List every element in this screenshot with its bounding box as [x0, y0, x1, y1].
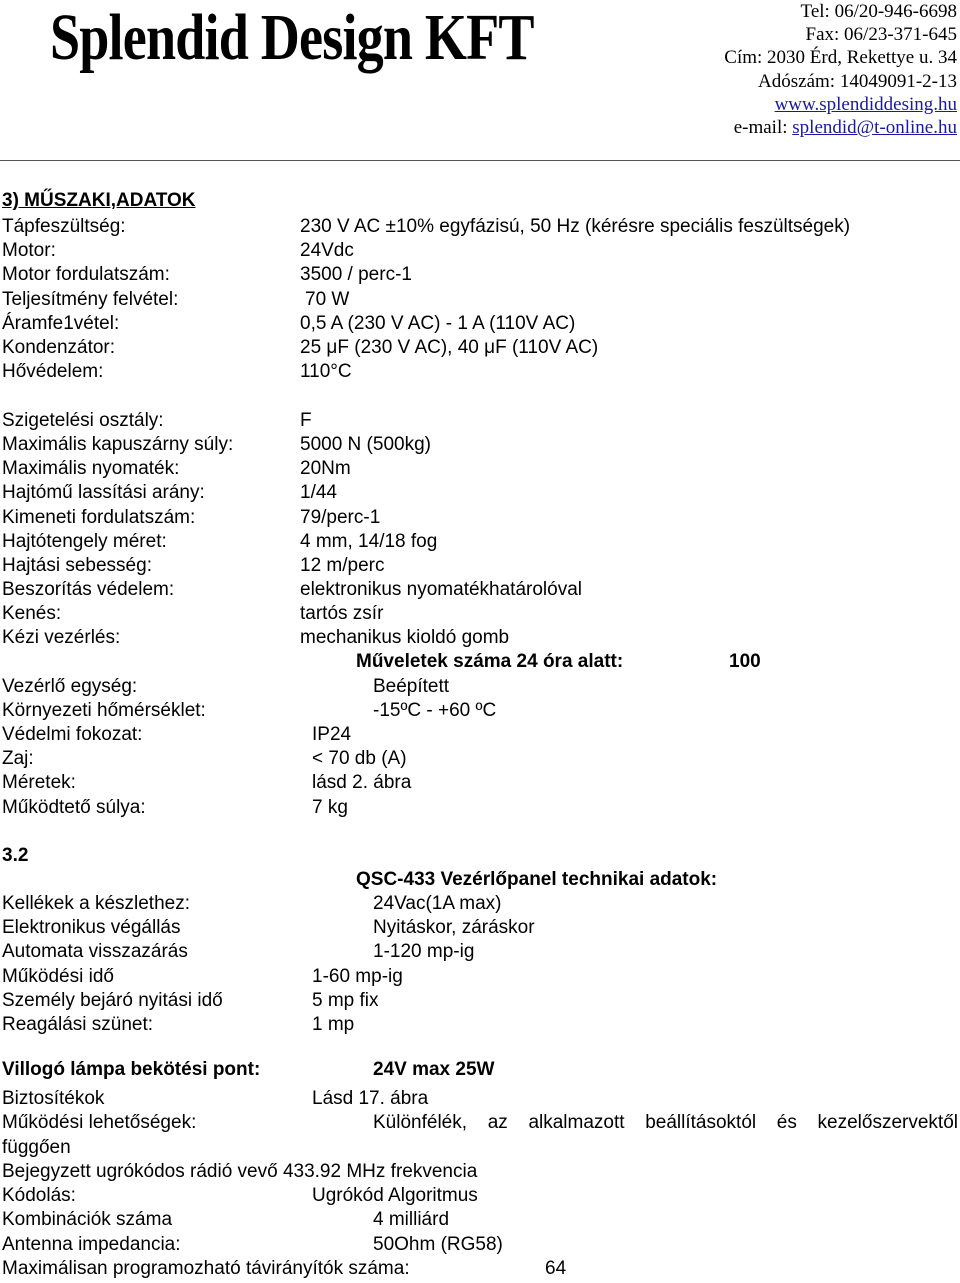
- remotes-label: Maximálisan programozható távirányítók száma:: [2, 1258, 410, 1279]
- header-divider: [0, 160, 960, 161]
- spec-label: Működési idő: [2, 966, 114, 987]
- spec-value: 230 V AC ±10% egyfázisú, 50 Hz (kérésre speciális feszültségek): [300, 216, 851, 237]
- spec-label: Automata visszazárás: [2, 941, 188, 962]
- spec-label: Hajtómű lassítási arány:: [2, 482, 205, 503]
- spec-value: Beépített: [373, 676, 450, 697]
- spec-label: Motor:: [2, 240, 56, 261]
- spec-value: 4 mm, 14/18 fog: [300, 531, 438, 552]
- address: Cím: 2030 Érd, Rekettye u. 34: [724, 47, 957, 69]
- spec-value: 70 W: [305, 289, 350, 310]
- spec-label: Szigetelési osztály:: [2, 410, 164, 431]
- tax-number: Adószám: 14049091-2-13: [758, 70, 957, 92]
- email-link[interactable]: splendid@t-online.hu: [792, 117, 957, 139]
- spec-label: Motor fordulatszám:: [2, 264, 170, 285]
- spec-value: Nyitáskor, záráskor: [373, 917, 535, 938]
- spec-value: lásd 2. ábra: [312, 772, 412, 793]
- email-label: e-mail:: [733, 117, 793, 139]
- spec-label: Teljesítmény felvétel:: [2, 289, 179, 310]
- spec-label: Hajtási sebesség:: [2, 555, 152, 576]
- spec-value: elektronikus nyomatékhatárolóval: [300, 579, 582, 600]
- phone: Tel: 06/20-946-6698: [800, 1, 957, 22]
- lamp-label: Villogó lámpa bekötési pont:: [2, 1059, 261, 1080]
- options-value: Különfélék, az alkalmazott beállításoktól és kezelőszervektől: [373, 1112, 958, 1133]
- coding-label: Kódolás:: [2, 1185, 76, 1206]
- contact-block: [724, 0, 957, 139]
- spec-label: Hővédelem:: [2, 361, 104, 382]
- spec-value: 24Vdc: [300, 240, 354, 261]
- radio-receiver: Bejegyzett ugrókódos rádió vevő 433.92 MHz frekvencia: [2, 1161, 478, 1182]
- spec-label: Maximális nyomaték:: [2, 458, 180, 479]
- spec-label: Vezérlő egység:: [2, 676, 138, 697]
- spec-value: IP24: [312, 724, 352, 745]
- website-link[interactable]: www.splendiddesing.hu: [774, 93, 957, 115]
- section-title: 3) MŰSZAKI,ADATOK: [2, 190, 196, 211]
- spec-label: Személy bejáró nyitási idő: [2, 990, 223, 1011]
- options-label: Működési lehetőségek:: [2, 1112, 197, 1133]
- fuses-value: Lásd 17. ábra: [312, 1088, 429, 1109]
- company-logo: Splendid Design KFT: [50, 1, 534, 74]
- spec-value: -15ºC - +60 ºC: [373, 700, 497, 721]
- spec-value: < 70 db (A): [312, 748, 407, 769]
- spec-value: tartós zsír: [300, 603, 384, 624]
- spec-value: 79/perc-1: [300, 507, 381, 528]
- section-number: 3.2: [2, 845, 29, 866]
- spec-label: Zaj:: [2, 748, 34, 769]
- spec-value: 12 m/perc: [300, 555, 385, 576]
- spec-value: 1 mp: [312, 1014, 355, 1035]
- spec-label: Környezeti hőmérséklet:: [2, 700, 206, 721]
- fax: Fax: 06/23-371-645: [805, 24, 957, 46]
- spec-value: 0,5 A (230 V AC) - 1 A (110V AC): [300, 313, 576, 334]
- section-title: QSC-433 Vezérlőpanel technikai adatok:: [356, 869, 718, 890]
- options-continuation: függően: [2, 1137, 71, 1158]
- spec-label: Kellékek a készlethez:: [2, 893, 190, 914]
- fuses-label: Biztosítékok: [2, 1088, 105, 1109]
- spec-value: 1-120 mp-ig: [373, 941, 475, 962]
- spec-value: 7 kg: [312, 797, 348, 818]
- lamp-value: 24V max 25W: [373, 1059, 495, 1080]
- combinations-value: 4 milliárd: [373, 1209, 450, 1230]
- coding-value: Ugrókód Algoritmus: [312, 1185, 478, 1206]
- spec-value: mechanikus kioldó gomb: [300, 627, 510, 648]
- spec-value: 110°C: [300, 361, 352, 382]
- spec-value: 1/44: [300, 482, 337, 503]
- spec-label: Áramfe1vétel:: [2, 313, 120, 334]
- spec-value: 25 μF (230 V AC), 40 μF (110V AC): [300, 337, 599, 358]
- spec-value: 5 mp fix: [312, 990, 379, 1011]
- antenna-value: 50Ohm (RG58): [373, 1234, 503, 1255]
- spec-value: 5000 N (500kg): [300, 434, 431, 455]
- spec-label: Reagálási szünet:: [2, 1014, 154, 1035]
- spec-label: Méretek:: [2, 772, 76, 793]
- spec-label: Hajtótengely méret:: [2, 531, 167, 552]
- spec-label: Maximális kapuszárny súly:: [2, 434, 234, 455]
- spec-label: Kézi vezérlés:: [2, 627, 121, 648]
- spec-value: F: [300, 410, 312, 431]
- spec-label: Kondenzátor:: [2, 337, 116, 358]
- remotes-value: 64: [545, 1258, 567, 1279]
- spec-value: 3500 / perc-1: [300, 264, 412, 285]
- spec-value: 1-60 mp-ig: [312, 966, 403, 987]
- spec-value: 24Vac(1A max): [373, 893, 502, 914]
- spec-label: Beszorítás védelem:: [2, 579, 175, 600]
- spec-label: Működtető súlya:: [2, 797, 146, 818]
- spec-label: Elektronikus végállás: [2, 917, 181, 938]
- spec-label: Tápfeszültség:: [2, 216, 126, 237]
- spec-label: Kimeneti fordulatszám:: [2, 507, 196, 528]
- operations-value: 100: [729, 651, 761, 672]
- operations-label: Műveletek száma 24 óra alatt:: [356, 651, 624, 672]
- spec-label: Védelmi fokozat:: [2, 724, 143, 745]
- spec-label: Kenés:: [2, 603, 62, 624]
- spec-value: 20Nm: [300, 458, 351, 479]
- combinations-label: Kombinációk száma: [2, 1209, 173, 1230]
- antenna-label: Antenna impedancia:: [2, 1234, 181, 1255]
